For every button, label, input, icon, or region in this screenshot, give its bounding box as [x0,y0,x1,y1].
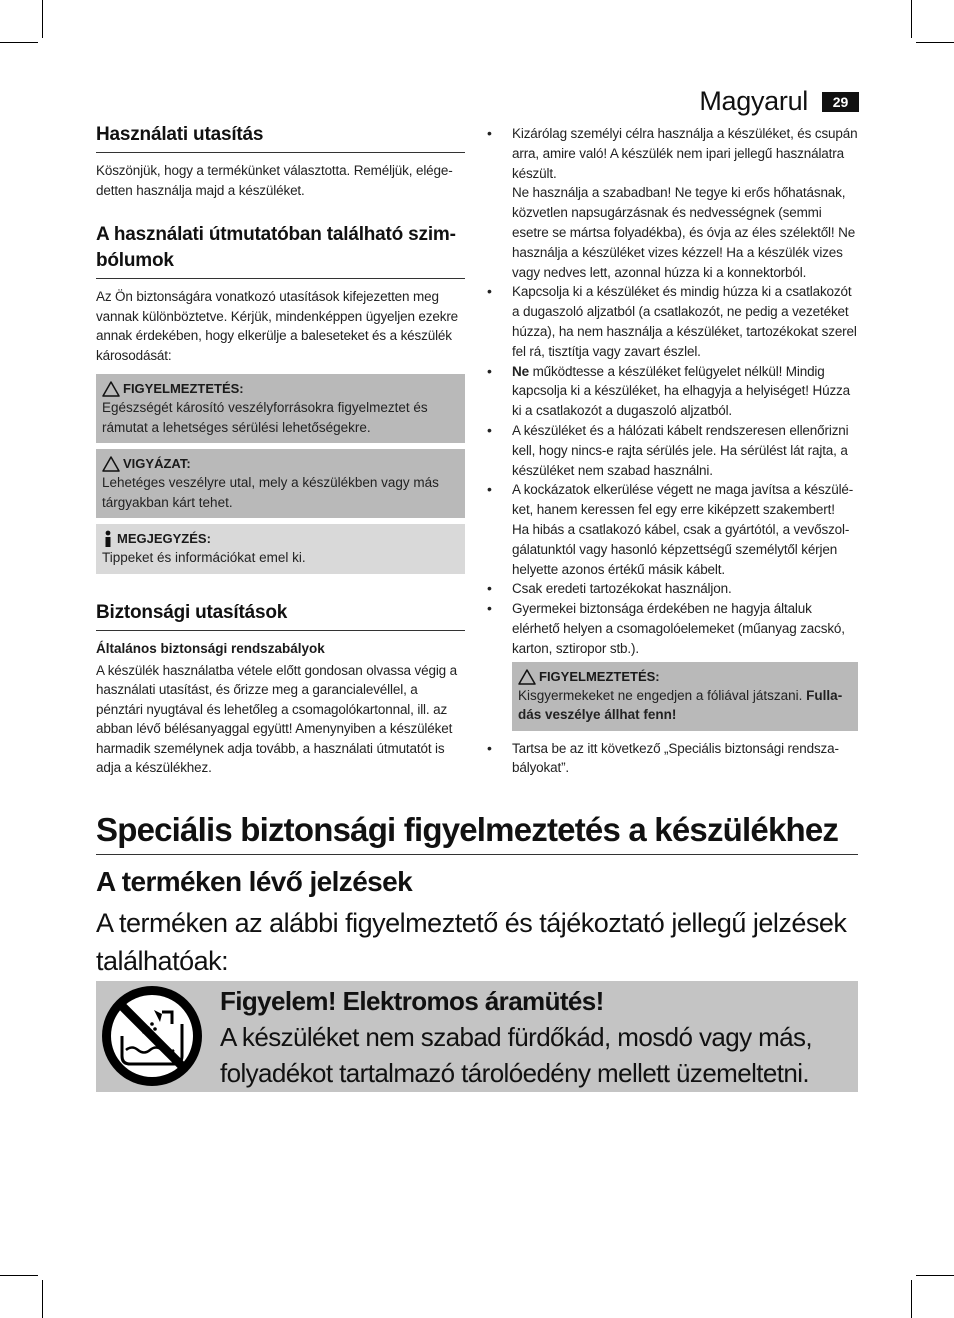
list-item-text: • A kockázatok elkerülése végett ne maga javítsa a készüléket, hanem keressen fel egy erre kiképzett szakembert! [512,482,854,518]
list-item-text: működtesse a készüléket felügyelet nélkül! Mindig kapcsolja ki a készüléket, ha elhagyja a helyiséget! Húzza ki a csatlakozót a dugaszoló aljzatból. [512,363,850,419]
banner-heading: Figyelem! Elektromos áramütés! [220,986,604,1016]
list-item-text: Ne használja a szabadban! Ne tegye ki erős hőhatásnak, közvetlen napsugárzásnak és nedvességnek (semmi esetre se mártsa folyadékba), és óvja az éles szélektől! Ne használja a készüléket vizes kézzel! Ha a készülék vizes vagy nedves lett, azonnal húzza ki a konnektorból. [512,185,856,280]
list-item [487,579,858,599]
list-item-text: Tartsa be az itt következő „Speciális biztonsági rendszabályokat”. [512,740,840,776]
note-box-title [102,530,459,548]
section-title-symbols: A használati útmutatóban található szimbólumok [96,222,465,279]
note-box [96,524,465,574]
list-item-text: Ha hibás a csatlakozó kábel, csak a gyártótól, a vevőszolgálatunktól vagy hasonló képzettségű személytől kérjen helyette azonos értékű másik kábelt. [512,521,850,577]
crop-mark [916,1275,954,1276]
film-warning-text [518,686,852,725]
warning-label: FIGYELMEZTETÉS: [123,381,244,396]
list-item [487,362,858,421]
list-item [487,599,858,658]
section-title-safety: Biztonsági utasítások [96,600,465,631]
list-item [487,421,858,480]
list-item-text: Csak eredeti tartozékokat használjon. [512,581,732,597]
warning-triangle-icon [102,381,120,397]
warning-text: Egészségét károsító veszélyforrásokra figyelmeztet és rámutat a lehetséges sérülési lehetőségekre. [102,400,428,435]
caution-label: VIGYÁZAT: [123,456,191,471]
caution-box-title [102,455,459,473]
electric-shock-warning-banner [96,981,858,1092]
crop-mark [916,42,954,43]
film-warning-box [512,662,858,731]
list-item-text: A készüléket és a hálózati kábelt rendszeresen ellenőrizni kell, hogy nincs-e rajta sérülés jele. Ha sérülést lát rajta, a készüléket nem szabad használni. [512,422,849,478]
left-column [96,122,465,778]
crop-mark [911,0,912,38]
safety-text: A készülék használatba vétele előtt gondosan olvassa végig a használati utasítást, és őrizze meg a garancialevéllel, a pénztári nyugtával és lehetőleg a csomagolókartonnal, ill. az abban lévő bélésanyaggal együtt! Amenynyiben a készüléket harmadik személynek adja tovább, a használati útmutatót is adja a készülékhez. [96,662,457,775]
warning-box-title [102,380,459,398]
list-item [487,739,858,779]
section-title-intro: Használati utasítás [96,122,465,153]
list-item-text: • Kizárólag személyi célra használja a készüléket, és csupán arra, amire való! A készülék nem ipari jellegű használatra készült. [512,126,858,181]
list-item [487,124,858,282]
symbols-text: Az Ön biztonságára vonatkozó utasítások kifejezetten meg vannak különböztetve. Kérjük, mindenképpen ügyeljen ezekre annak érdekében, hogy elkerülje a baleseteket és a készülék károsodását: [96,289,459,363]
product-markings-lead: A terméken az alábbi figyelmeztető és tájékoztató jellegű jelzések találhatóak: [96,908,847,976]
safety-bullet-list-end [487,739,858,779]
note-text: Tippeket és információkat emel ki. [102,550,306,565]
page-number: 29 [822,92,859,112]
safety-subtitle: Általános biztonsági rendszabályok [96,640,325,656]
crop-mark [911,1280,912,1318]
list-item-text: Gyermekei biztonsága érdekében ne hagyja általuk elérhető helyen a csomagolóelemeket (műanyag zacskó, karton, sztiropor stb.). [512,601,845,656]
caution-text: Lehetéges veszélyre utal, mely a készülékben vagy más tárgyakban kárt tehet. [102,475,439,510]
crop-mark [42,1280,43,1318]
banner-text: A készüléket nem szabad fürdőkád, mosdó vagy más, folyadékot tartalmazó tárolóedény mellett üzemeltetni. [220,1022,813,1088]
product-markings-title: A terméken lévő jelzések [96,866,413,897]
warning-triangle-icon [102,456,120,472]
crop-mark [42,0,43,38]
crop-mark [0,42,38,43]
info-icon [102,530,114,548]
no-water-bath-icon [100,984,204,1088]
list-item [487,282,858,361]
safety-bullet-list [487,124,858,659]
list-item-text: Kapcsolja ki a készüléket és mindig húzza ki a csatlakozót a dugaszoló aljzatból (a csatlakozót, ne pedig a vezetéket húzza), ha nem használja a készüléket, tartozékokat szerel fel rá, tisztítja vagy zavart észlel. [512,284,857,359]
list-item [487,480,858,579]
special-safety-title: Speciális biztonsági figyelmeztetés a készülékhez [96,808,858,855]
warning-triangle-icon [518,669,536,685]
film-warning-title [518,668,852,686]
note-label: MEGJEGYZÉS: [117,531,211,546]
film-warning-bold: Fulladás veszélye állhat fenn! [518,687,843,723]
crop-mark [0,1275,38,1276]
intro-text: Köszönjük, hogy a termékünket választotta. Reméljük, elégedetten használja majd a készüléket. [96,163,453,198]
caution-box [96,449,465,518]
language-header: Magyarul [699,86,808,116]
film-warning-label: FIGYELMEZTETÉS: [539,668,660,684]
right-column [487,124,858,778]
warning-box [96,374,465,443]
list-item-bold: Ne [512,363,529,379]
film-warning-plain: Kisgyermekeket ne engedjen a fóliával játszani. [518,687,807,703]
